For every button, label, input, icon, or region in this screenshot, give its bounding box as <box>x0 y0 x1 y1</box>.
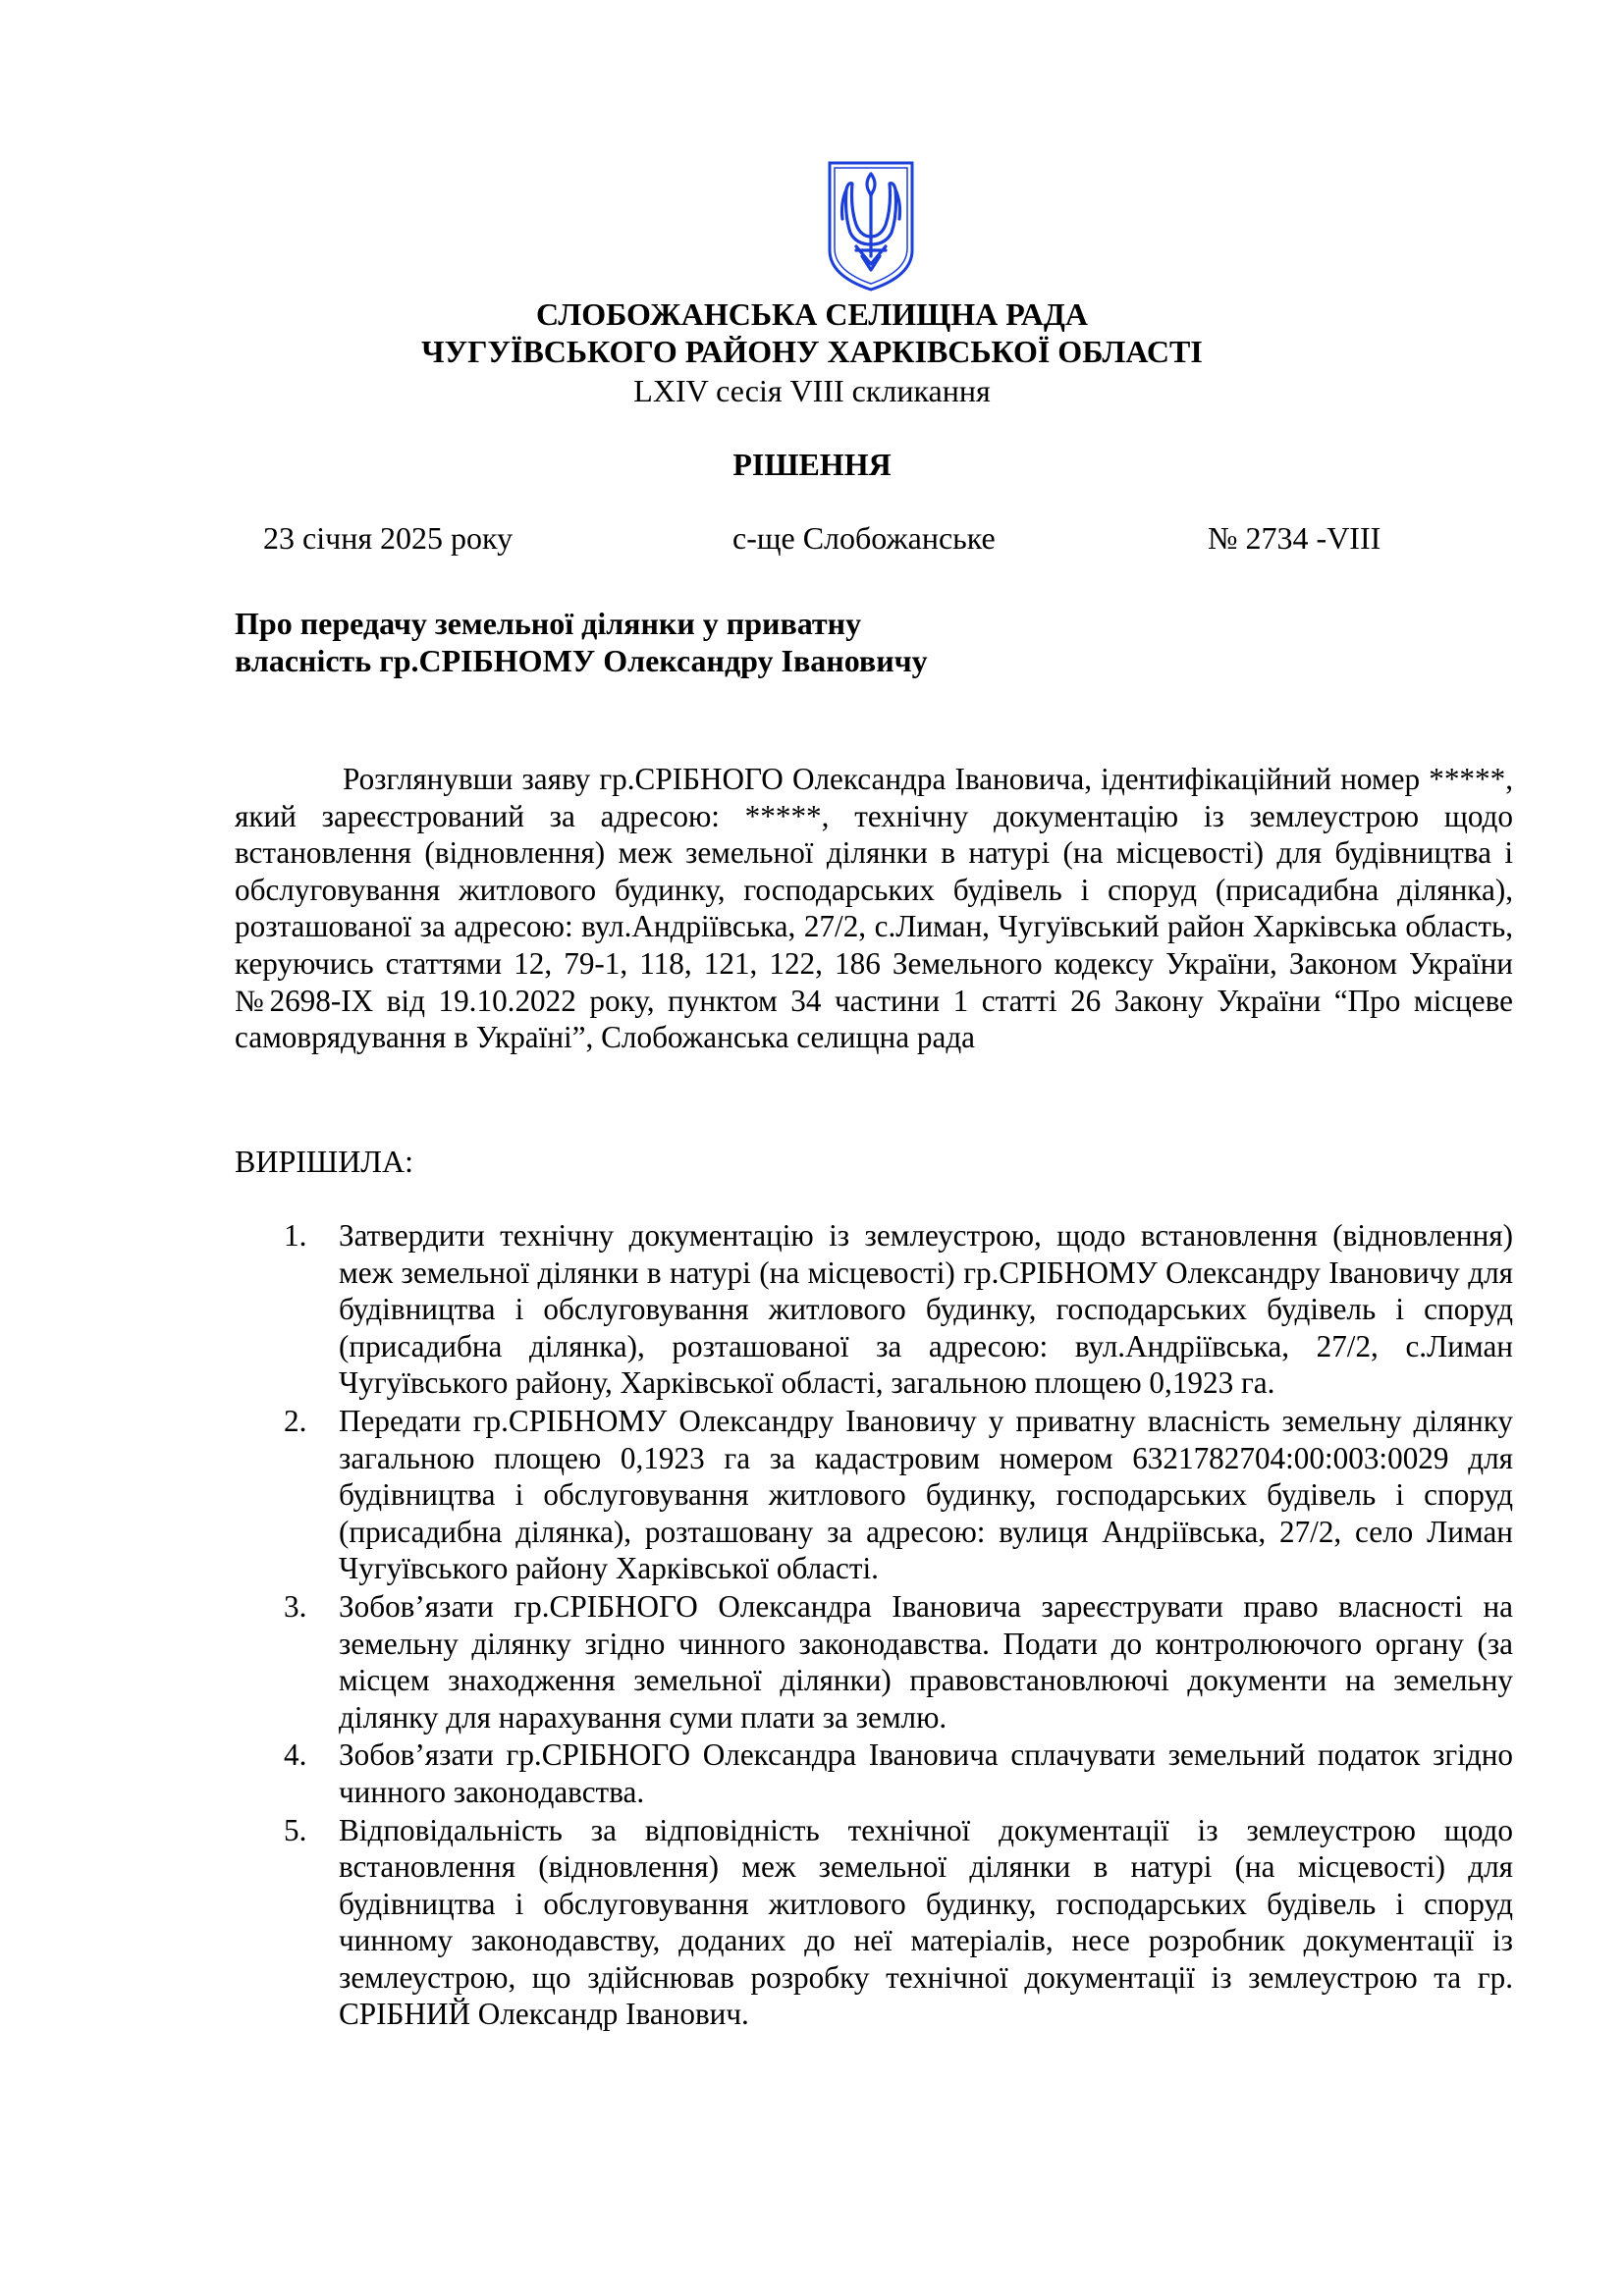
council-name: СЛОБОЖАНСЬКА СЕЛИЩНА РАДА <box>536 296 1088 332</box>
decision-item-number: 2. <box>284 1403 307 1438</box>
decision-item-text: Зобов’язати гр.СРІБНОГО Олександра Івановича сплачувати земельний податок згідно чинного законодавства. <box>339 1737 1513 1809</box>
district-name: ЧУГУЇВСЬКОГО РАЙОНУ ХАРКІВСЬКОЇ ОБЛАСТІ <box>421 334 1203 369</box>
decision-item-text: Передати гр.СРІБНОМУ Олександру Івановичу у приватну власність земельну ділянку загальною площею 0,1923 га за кадастровим номером 6321782704:00:003:0029 для будівництва і обслуговування житлового будинку, господарських будівель і споруд (присадибна ділянка), розташовану за адресою: вулиця Андріївська, 27/2, село Лиман Чугуївського району Харківської області. <box>339 1403 1513 1586</box>
session-line: LXIV сесія VIII скликання <box>633 373 991 408</box>
decision-item-5 <box>235 1812 1513 2034</box>
preamble-paragraph: Розглянувши заяву гр.СРІБНОГО Олександра Івановича, ідентифікаційний номер *****, який зареєстрований за адресою: *****, технічну документацію із землеустрою щодо встановлення (відновлення) меж земельної ділянки в натурі (на місцевості) для будівництва і обслуговування житлового будинку, господарських будівель і споруд (присадибна ділянка), розташованої за адресою: вул.Андріївська, 27/2, с.Лиман, Чугуївський район Харківська область, керуючись статтями 12, 79-1, 118, 121, 122, 186 Земельного кодексу України, Законом України №2698-IX від 19.10.2022 року, пунктом 34 частини 1 статті 26 Закону України “Про місцеве самоврядування в Україні”, Слобожанська селищна рада <box>235 762 1513 1055</box>
decision-item-text: Затвердити технічну документацію із землеустрою, щодо встановлення (відновлення) меж земельної ділянки в натурі (на місцевості) гр.СРІБНОМУ Олександру Івановичу для будівництва і обслуговування житлового будинку, господарських будівель і споруд (присадибна ділянка), розташованої за адресою: вул.Андріївська, 27/2, с.Лиман Чугуївського району, Харківської області, загальною площею 0,1923 га. <box>339 1218 1513 1401</box>
subject-line-2: власність гр.СРІБНОМУ Олександру Івановичу <box>235 643 928 678</box>
decided-label: ВИРІШИЛА: <box>235 1144 413 1179</box>
decision-item-4 <box>235 1736 1513 1810</box>
decision-item-2 <box>235 1403 1513 1587</box>
decision-subject <box>235 605 928 679</box>
decision-item-text: Відповідальність за відповідність технічної документації із землеустрою щодо встановлення (відновлення) меж земельної ділянки в натурі (на місцевості) для будівництва і обслуговування житлового будинку, господарських будівель і споруд чинному законодавству, доданих до неї матеріалів, несе розробник документації із землеустрою, що здійснював розробку технічної документації із землеустрою та гр. СРІБНИЙ Олександр Іванович. <box>339 1812 1513 2032</box>
document-type-title: РІШЕННЯ <box>732 447 892 482</box>
coat-of-arms-icon <box>827 160 915 293</box>
decision-item-number: 5. <box>284 1812 307 1847</box>
decision-item-number: 1. <box>284 1218 307 1253</box>
subject-line-1: Про передачу земельної ділянки у приватну <box>235 606 862 641</box>
decision-item-text: Зобов’язати гр.СРІБНОГО Олександра Івановича зареєструвати право власності на земельну ділянку згідно чинного законодавства. Подати до контролюючого органу (за місцем знаходження земельної ділянки) правовстановлюючі документи на земельну ділянку для нарахування суми плати за землю. <box>339 1588 1513 1735</box>
decision-item-3 <box>235 1588 1513 1735</box>
decision-item-number: 4. <box>284 1737 307 1773</box>
decision-item-1 <box>235 1217 1513 1402</box>
decision-place: с-ще Слобожанське <box>732 520 996 556</box>
decision-date: 23 січня 2025 року <box>263 520 514 556</box>
decision-number: № 2734 -VIII <box>1208 520 1381 556</box>
decision-list <box>235 1217 1513 2033</box>
decision-item-number: 3. <box>284 1588 307 1624</box>
